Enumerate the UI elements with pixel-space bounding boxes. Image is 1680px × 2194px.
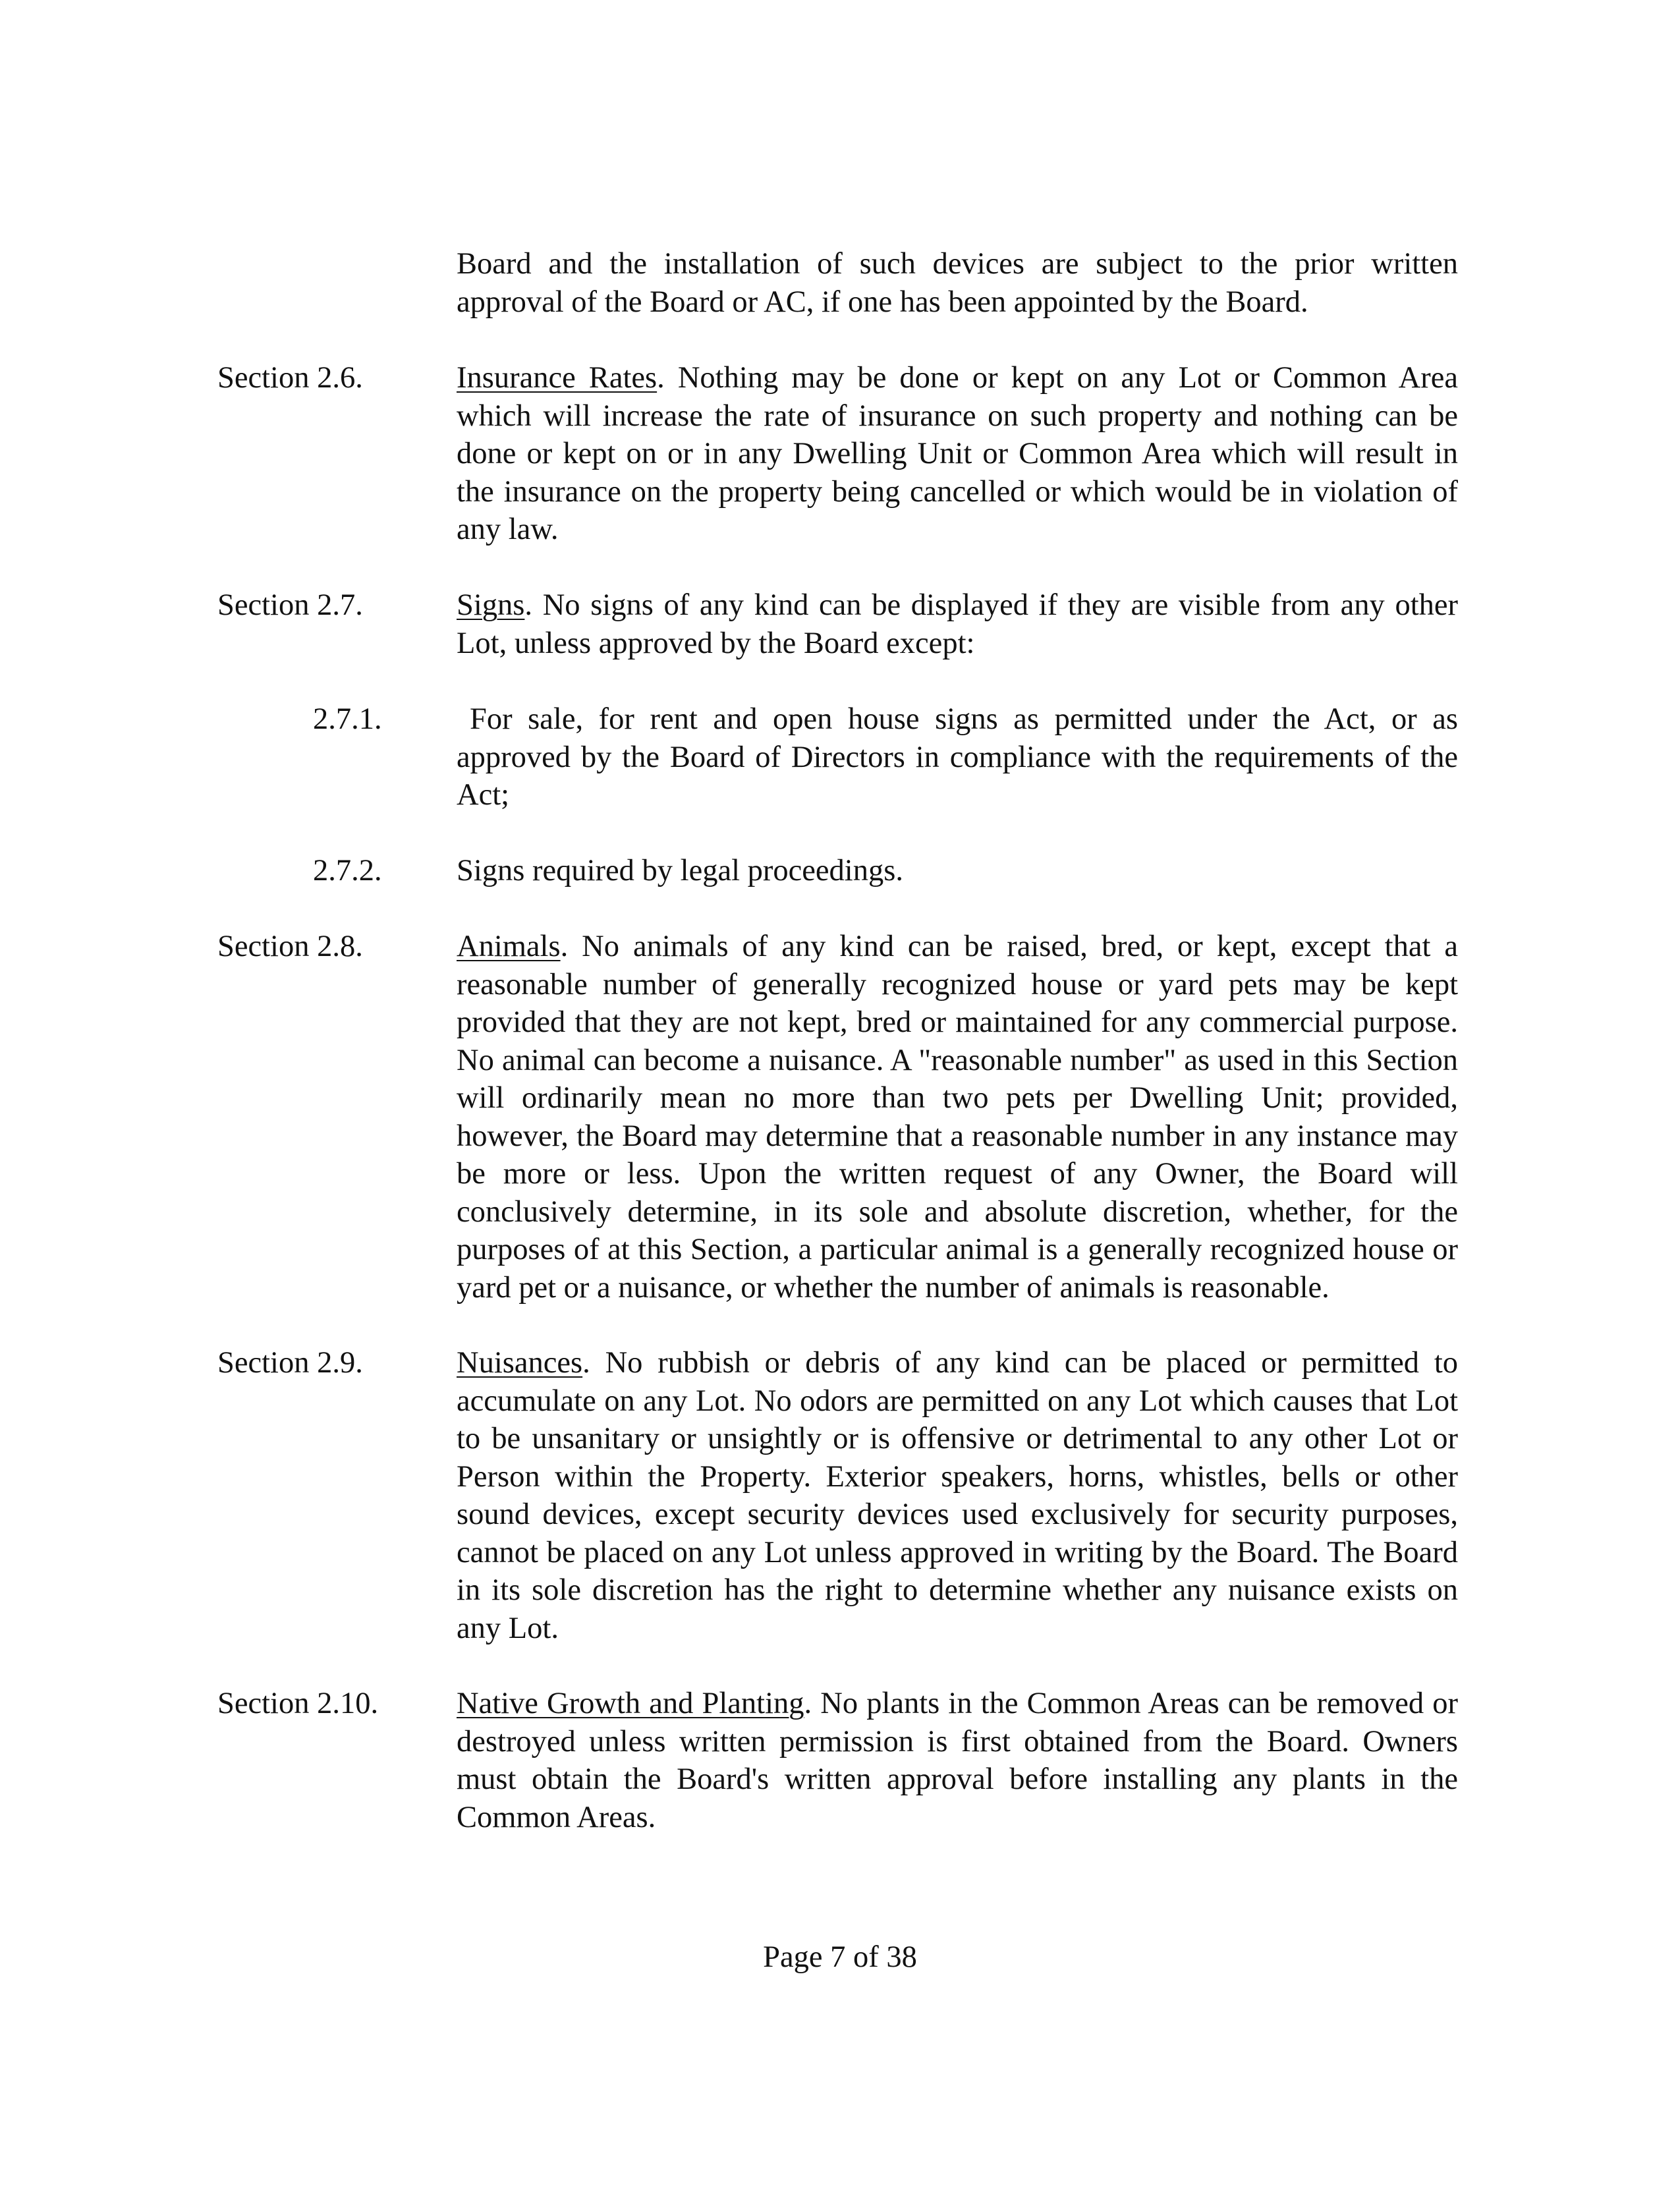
subsection-2-7-1-paragraph: For sale, for rent and open house signs as permitted under the Act, or as approved by the Board of Directors in compliance with the requirements of the Act; (457, 702, 1458, 812)
section-2-8-paragraph (457, 928, 1458, 1307)
section-2-6-body: . Nothing may be done or kept on any Lot or Common Area which will increase the rate of insurance on such property and nothing can be done or kept on or in any Dwelling Unit or Common Area which will result in the insurance on the property being cancelled or which would be in violation of any law. (457, 361, 1458, 546)
subsection-2-7-2-label: 2.7.2. (313, 854, 382, 887)
section-2-6-paragraph (457, 359, 1458, 549)
section-2-6-heading: Insurance Rates (457, 361, 658, 395)
section-2-9-body: . No rubbish or debris of any kind can be placed or permitted to accumulate on any Lot. No odors are permitted on any Lot which causes that Lot to be unsanitary or unsightly or is offensive or detrimental to any other Lot or Person within the Property. Exterior speakers, horns, whistles, bells or other sound devices, except security devices used exclusively for security purposes, cannot be placed on any Lot unless approved in writing by the Board. The Board in its sole discretion has the right to determine whether any nuisance exists on any Lot. (457, 1346, 1458, 1645)
section-2-7-paragraph (457, 586, 1458, 662)
section-2-10-heading: Native Growth and Planting (457, 1687, 804, 1720)
section-2-7-heading: Signs (457, 588, 525, 622)
section-2-6-label: Section 2.6. (217, 361, 363, 395)
section-2-10-label: Section 2.10. (217, 1687, 379, 1720)
subsection-2-7-1-label: 2.7.1. (313, 702, 382, 736)
section-2-9-heading: Nuisances (457, 1346, 583, 1380)
section-2-10-body: . No plants in the Common Areas can be removed or destroyed unless written permission is first obtained from the Board. Owners must obtain the Board's written approval before installing any plants in the Common Areas. (457, 1687, 1458, 1834)
section-2-7-label: Section 2.7. (217, 588, 363, 622)
page-number: Page 7 of 38 (763, 1940, 917, 1974)
section-2-9-paragraph (457, 1344, 1458, 1647)
section-2-9-label: Section 2.9. (217, 1346, 363, 1380)
section-2-10-paragraph (457, 1685, 1458, 1836)
subsection-2-7-2-paragraph: Signs required by legal proceedings. (457, 854, 903, 887)
section-2-8-body: . No animals of any kind can be raised, bred, or kept, except that a reasonable number of generally recognized house or yard pets may be kept provided that they are not kept, bred or maintained for any commercial purpose. No animal can become a nuisance. A "reasonable number" as used in this Section will ordinarily mean no more than two pets per Dwelling Unit; provided, however, the Board may determine that a reasonable number in any instance may be more or less. Upon the written request of any Owner, the Board will conclusively determine, in its sole and absolute discretion, whether, for the purposes of at this Section, a particular animal is a generally recognized house or yard pet or a nuisance, or whether the number of animals is reasonable. (457, 930, 1458, 1305)
section-2-8-heading: Animals (457, 930, 561, 963)
section-2-7-body: . No signs of any kind can be displayed if they are visible from any other Lot, unless approved by the Board except: (457, 588, 1458, 660)
intro-paragraph: Board and the installation of such devices are subject to the prior written approval of the Board or AC, if one has been appointed by the Board. (457, 247, 1458, 319)
section-2-8-label: Section 2.8. (217, 930, 363, 963)
